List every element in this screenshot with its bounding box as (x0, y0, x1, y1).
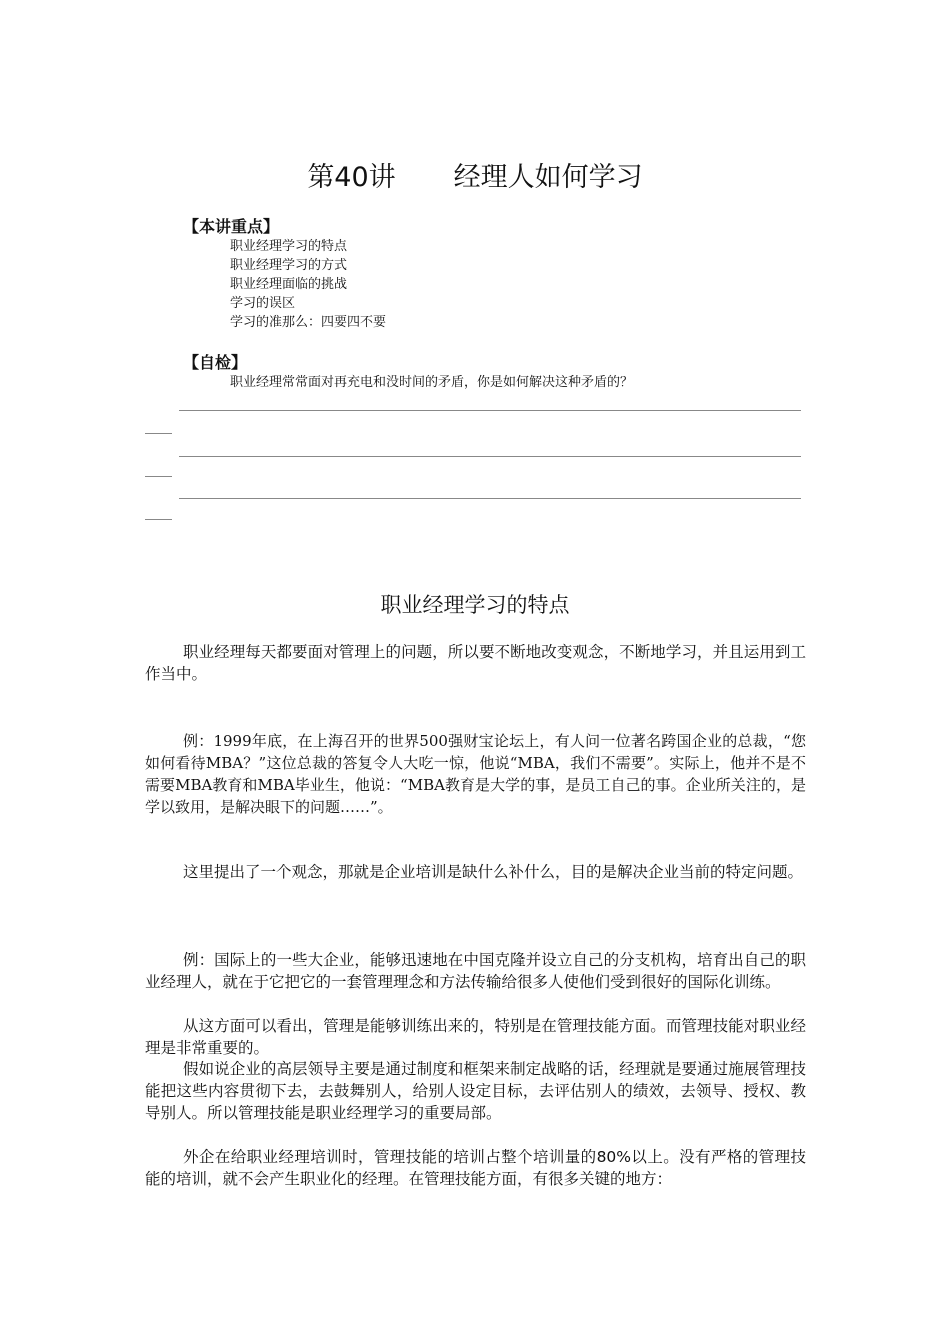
self-check-heading: 【自检】 (183, 353, 248, 372)
answer-line (179, 456, 801, 457)
body-paragraph: 职业经理每天都要面对管理上的问题，所以要不断地改变观念，不断地学习，并且运用到工作当中。 (145, 643, 806, 683)
example-paragraph: 例：国际上的一些大企业，能够迅速地在中国克隆并设立自己的分支机构，培育出自己的职业经理人，就在于它把它的一套管理理念和方法传输给很多人使他们受到很好的国际化训练。 (145, 951, 806, 991)
example-paragraph: 例：1999年底，在上海召开的世界500强财宝论坛上，有人问一位著名跨国企业的总裁，“您如何看待MBA？”这位总裁的答复令人大吃一惊，他说“MBA，我们不需要”。实际上，他并不是不需要MBA教育和MBA毕业生，他说：“MBA教育是大学的事，是员工自己的事。企业所关注的，是学以致用，是解决眼下的问题……”。 (145, 732, 806, 816)
key-point-item: 职业经理学习的方式 (230, 258, 348, 273)
self-check-question: 职业经理常常面对再充电和没时间的矛盾，你是如何解决这种矛盾的？ (230, 375, 634, 390)
key-points-heading: 【本讲重点】 (183, 217, 280, 236)
body-paragraph: 这里提出了一个观念，那就是企业培训是缺什么补什么，目的是解决企业当前的特定问题。 (183, 863, 804, 881)
answer-line (179, 410, 801, 411)
answer-line (145, 476, 172, 477)
key-point-item: 学习的准那么：四要四不要 (230, 315, 387, 330)
answer-line (145, 433, 172, 434)
key-point-item: 学习的误区 (230, 296, 296, 311)
answer-line (145, 519, 172, 520)
key-point-item: 职业经理学习的特点 (230, 239, 348, 254)
body-paragraph: 假如说企业的高层领导主要是通过制度和框架来制定战略的话，经理就是要通过施展管理技能把这些内容贯彻下去，去鼓舞别人，给别人设定目标，去评估别人的绩效，去领导、授权、教导别人。所以管理技能是职业经理学习的重要局部。 (145, 1060, 806, 1122)
body-paragraph: 外企在给职业经理培训时，管理技能的培训占整个培训量的80%以上。没有严格的管理技能的培训，就不会产生职业化的经理。在管理技能方面，有很多关键的地方： (145, 1148, 806, 1188)
lecture-topic: 经理人如何学习 (453, 162, 643, 193)
section-heading: 职业经理学习的特点 (380, 593, 570, 617)
body-paragraph: 从这方面可以看出，管理是能够训练出来的，特别是在管理技能方面。而管理技能对职业经理是非常重要的。 (145, 1017, 806, 1057)
key-point-item: 职业经理面临的挑战 (230, 277, 348, 292)
page-title (0, 160, 950, 196)
answer-line (179, 498, 801, 499)
lecture-number: 第40讲 (307, 162, 396, 193)
key-points-list (230, 237, 386, 332)
